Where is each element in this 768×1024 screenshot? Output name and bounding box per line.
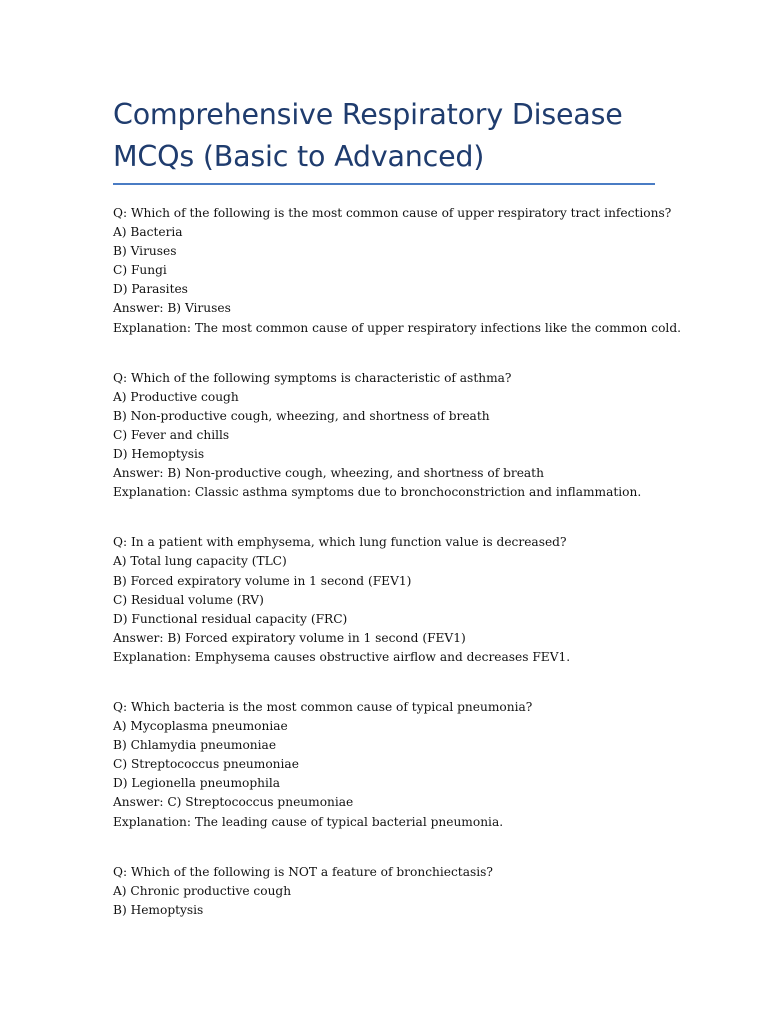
option-b: B) Forced expiratory volume in 1 second (FEV1): [113, 573, 412, 588]
answer-text: Answer: C) Streptococcus pneumoniae: [113, 795, 354, 810]
question-block-3: [113, 533, 655, 667]
question-text: Q: Which of the following is the most common cause of upper respiratory tract infections?: [113, 206, 672, 220]
title-line-1: Comprehensive Respiratory Disease: [113, 98, 623, 131]
option-a: A) Mycoplasma pneumoniae: [113, 719, 288, 734]
option-c: C) Residual volume (RV): [113, 592, 264, 607]
explanation-text: Explanation: Classic asthma symptoms due to bronchoconstriction and inflammation.: [113, 485, 642, 500]
explanation-text: Explanation: Emphysema causes obstructive airflow and decreases FEV1.: [113, 649, 571, 664]
option-b: B) Viruses: [113, 244, 177, 259]
option-d: D) Functional residual capacity (FRC): [113, 611, 348, 626]
explanation-text: Explanation: The most common cause of upper respiratory infections like the common cold.: [113, 320, 681, 335]
option-c: C) Streptococcus pneumoniae: [113, 757, 299, 772]
answer-text: Answer: B) Non-productive cough, wheezing, and shortness of breath: [113, 466, 544, 481]
option-d: D) Legionella pneumophila: [113, 776, 281, 791]
answer-text: Answer: B) Forced expiratory volume in 1 second (FEV1): [113, 630, 466, 645]
question-list: [113, 204, 681, 920]
title-line-2: MCQs (Basic to Advanced): [113, 140, 485, 173]
question-text: Q: Which of the following is NOT a feature of bronchiectasis?: [113, 864, 493, 879]
option-b: B) Hemoptysis: [113, 902, 204, 917]
question-text: Q: Which of the following symptoms is characteristic of asthma?: [113, 370, 512, 385]
option-a: A) Bacteria: [113, 225, 183, 240]
explanation-text: Explanation: The leading cause of typical bacterial pneumonia.: [113, 814, 504, 829]
question-block-2: [113, 369, 655, 503]
option-b: B) Chlamydia pneumoniae: [113, 738, 277, 753]
option-b: B) Non-productive cough, wheezing, and shortness of breath: [113, 408, 490, 423]
question-text: Q: Which bacteria is the most common cause of typical pneumonia?: [113, 699, 533, 714]
document-title: [113, 94, 655, 178]
option-d: D) Hemoptysis: [113, 447, 205, 462]
document-page: [113, 94, 681, 951]
option-c: C) Fever and chills: [113, 427, 230, 442]
question-block-1: [113, 204, 681, 338]
option-d: D) Parasites: [113, 282, 188, 297]
question-text: Q: In a patient with emphysema, which lung function value is decreased?: [113, 535, 567, 550]
option-a: A) Productive cough: [113, 389, 239, 404]
option-a: A) Chronic productive cough: [113, 883, 292, 898]
option-a: A) Total lung capacity (TLC): [113, 554, 287, 569]
option-c: C) Fungi: [113, 263, 167, 278]
answer-text: Answer: B) Viruses: [113, 301, 231, 316]
question-block-5: [113, 863, 655, 920]
title-underline: [113, 183, 655, 185]
question-block-4: [113, 698, 655, 832]
